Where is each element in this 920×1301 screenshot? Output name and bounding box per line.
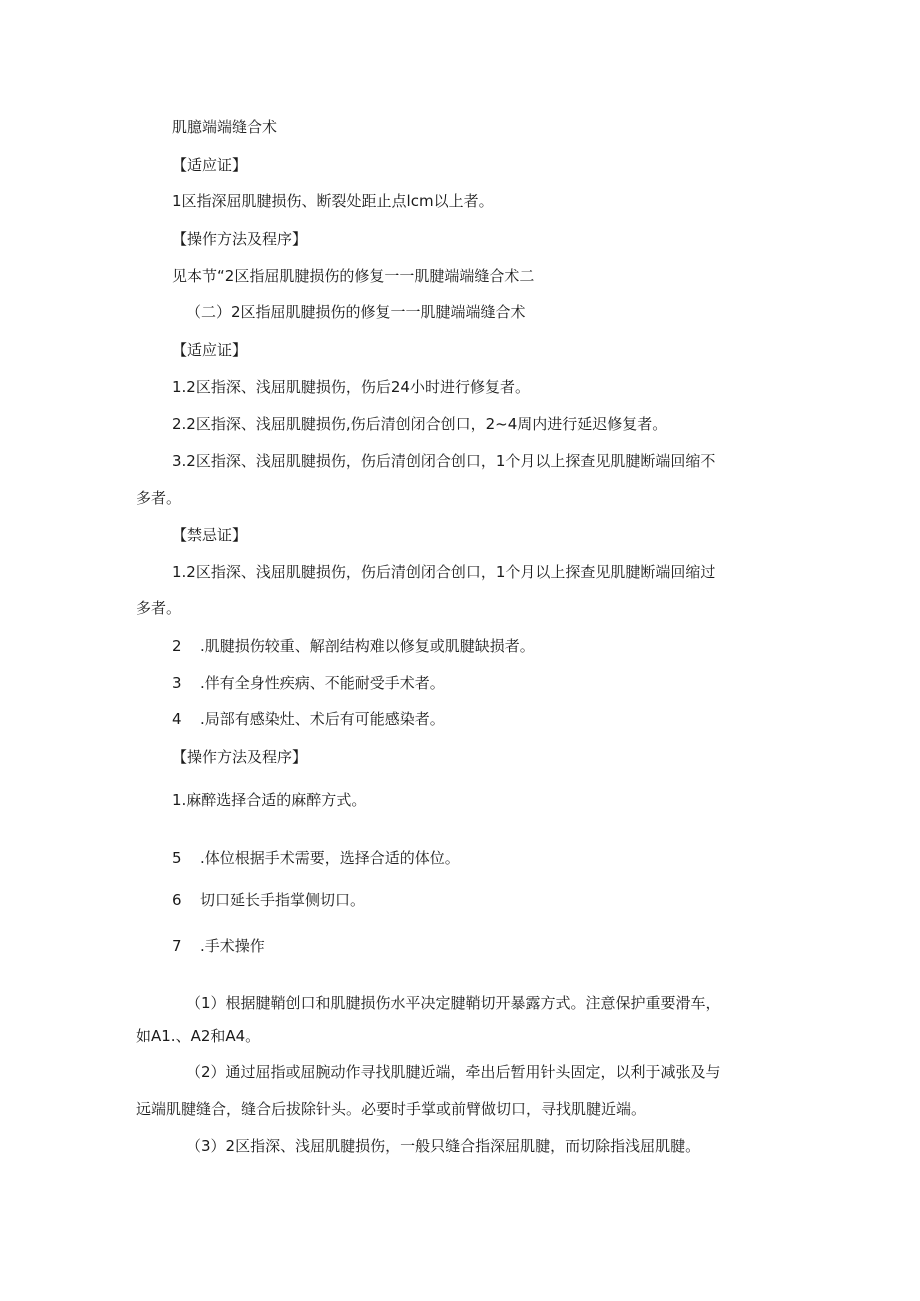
paragraph: 见本节“2区指屈肌腱损伤的修复一一肌腱端端缝合术二: [172, 267, 535, 285]
paragraph: （2）通过屈指或屈腕动作寻找肌腱近端，牵出后暂用针头固定，以利于减张及与: [186, 1063, 721, 1081]
list-item: [172, 673, 445, 693]
list-item: 1.2区指深、浅屈肌腱损伤，伤后清创闭合创口，1个月以上探查见肌腱断端回缩过: [172, 563, 716, 581]
list-text: .伴有全身性疾病、不能耐受手术者。: [200, 674, 445, 692]
list-number: 4: [172, 710, 182, 728]
list-number: 5: [172, 849, 182, 867]
list-item: 1.麻醉选择合适的麻醉方式。: [172, 791, 367, 809]
list-item: 1.2区指深、浅屈肌腱损伤，伤后24小时进行修复者。: [172, 378, 530, 396]
paragraph: （3）2区指深、浅屈肌腱损伤，一般只缝合指深屈肌腱，而切除指浅屈肌腱。: [186, 1137, 701, 1155]
list-number: 7: [172, 937, 182, 955]
list-text: .体位根据手术需要，选择合适的体位。: [200, 849, 460, 867]
list-text: 切口延长手指掌侧切口。: [200, 891, 366, 909]
list-item: [172, 709, 445, 729]
list-item: [172, 636, 535, 656]
list-text: .局部有感染灶、术后有可能感染者。: [200, 710, 445, 728]
paragraph: 1区指深屈肌腱损伤、断裂处距止点lcm以上者。: [172, 192, 494, 210]
section-indications: 【适应证】: [172, 341, 248, 359]
section-procedure: 【操作方法及程序】: [172, 230, 308, 248]
list-item: [172, 848, 460, 868]
paragraph-continuation: 如A1.、A2和A4。: [136, 1027, 261, 1045]
list-item: [172, 936, 265, 956]
paragraph-continuation: 远端肌腱缝合，缝合后拔除针头。必要时手掌或前臂做切口，寻找肌腱近端。: [136, 1100, 647, 1118]
heading-suture: 肌臆端端缝合术: [172, 118, 278, 136]
list-text: .手术操作: [200, 937, 265, 955]
list-number: 3: [172, 674, 182, 692]
list-number: 6: [172, 891, 182, 909]
list-number: 2: [172, 637, 182, 655]
section-procedure: 【操作方法及程序】: [172, 748, 308, 766]
list-item-continuation: 多者。: [136, 599, 182, 617]
section-contraindications: 【禁忌证】: [172, 526, 248, 544]
list-item: [172, 890, 365, 910]
list-item-continuation: 多者。: [136, 489, 182, 507]
list-text: .肌腱损伤较重、解剖结构难以修复或肌腱缺损者。: [200, 637, 535, 655]
paragraph: （1）根据腱鞘创口和肌腱损伤水平决定腱鞘切开暴露方式。注意保护重要滑车，: [186, 994, 721, 1012]
list-item: 3.2区指深、浅屈肌腱损伤，伤后清创闭合创口，1个月以上探查见肌腱断端回缩不: [172, 452, 716, 470]
subheading-zone2: （二）2区指屈肌腱损伤的修复一一肌腱端端缝合术: [186, 303, 526, 321]
list-item: 2.2区指深、浅屈肌腱损伤,伤后清创闭合创口，2~4周内进行延迟修复者。: [172, 415, 668, 433]
section-indications: 【适应证】: [172, 156, 248, 174]
